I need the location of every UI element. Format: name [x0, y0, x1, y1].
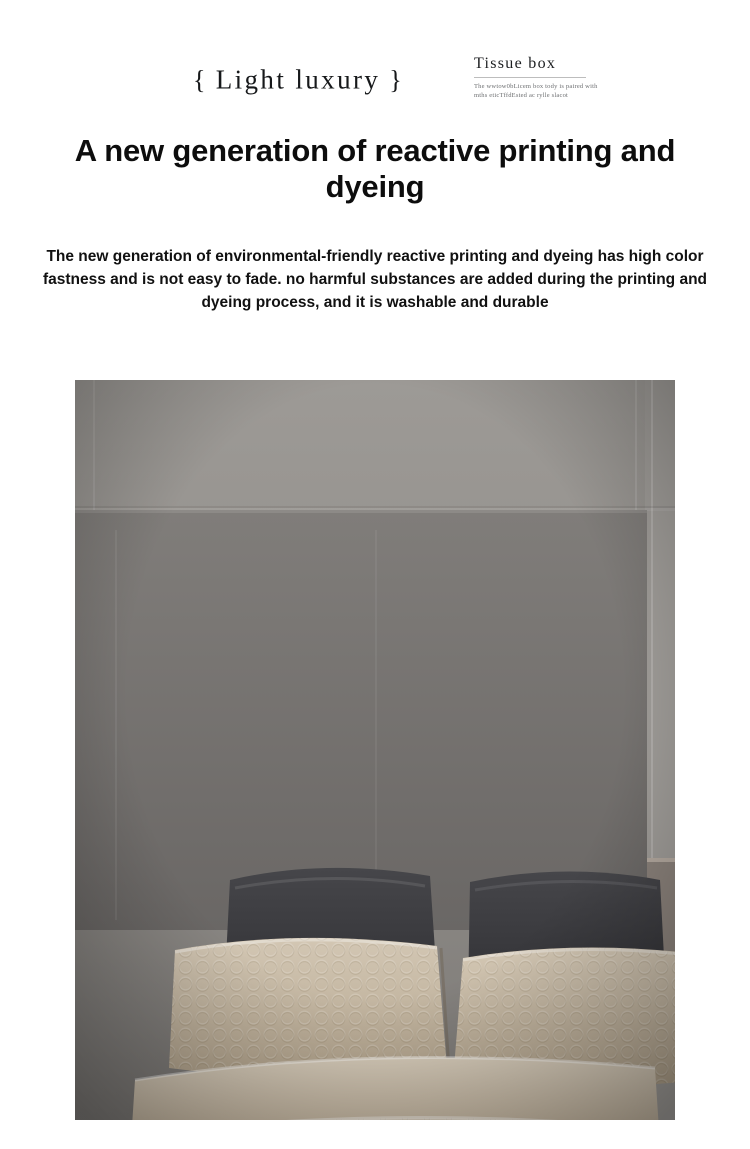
- page-title: A new generation of reactive printing and dyeing: [74, 133, 676, 204]
- tissue-box-block: [474, 54, 654, 100]
- product-photo: [75, 380, 675, 1120]
- brand-header: [0, 36, 750, 100]
- brand-name: Light luxury: [215, 64, 381, 95]
- brace-left: {: [193, 65, 207, 95]
- page-description: The new generation of environmental-friendly reactive printing and dyeing has high color fastness and is not easy to fade. no harmful substances are added during the printing and dyeing process, and it is washable and durable: [42, 248, 708, 311]
- brand-logo: [168, 65, 428, 96]
- divider: [474, 77, 586, 78]
- bedroom-illustration: [75, 380, 675, 1120]
- tissue-box-description: The wwtow0bLicem box tody is paired with mths eticTffdEsted ac rylle slacot: [474, 83, 598, 99]
- tissue-box-title: Tissue box: [474, 55, 557, 72]
- brace-right: }: [389, 65, 403, 95]
